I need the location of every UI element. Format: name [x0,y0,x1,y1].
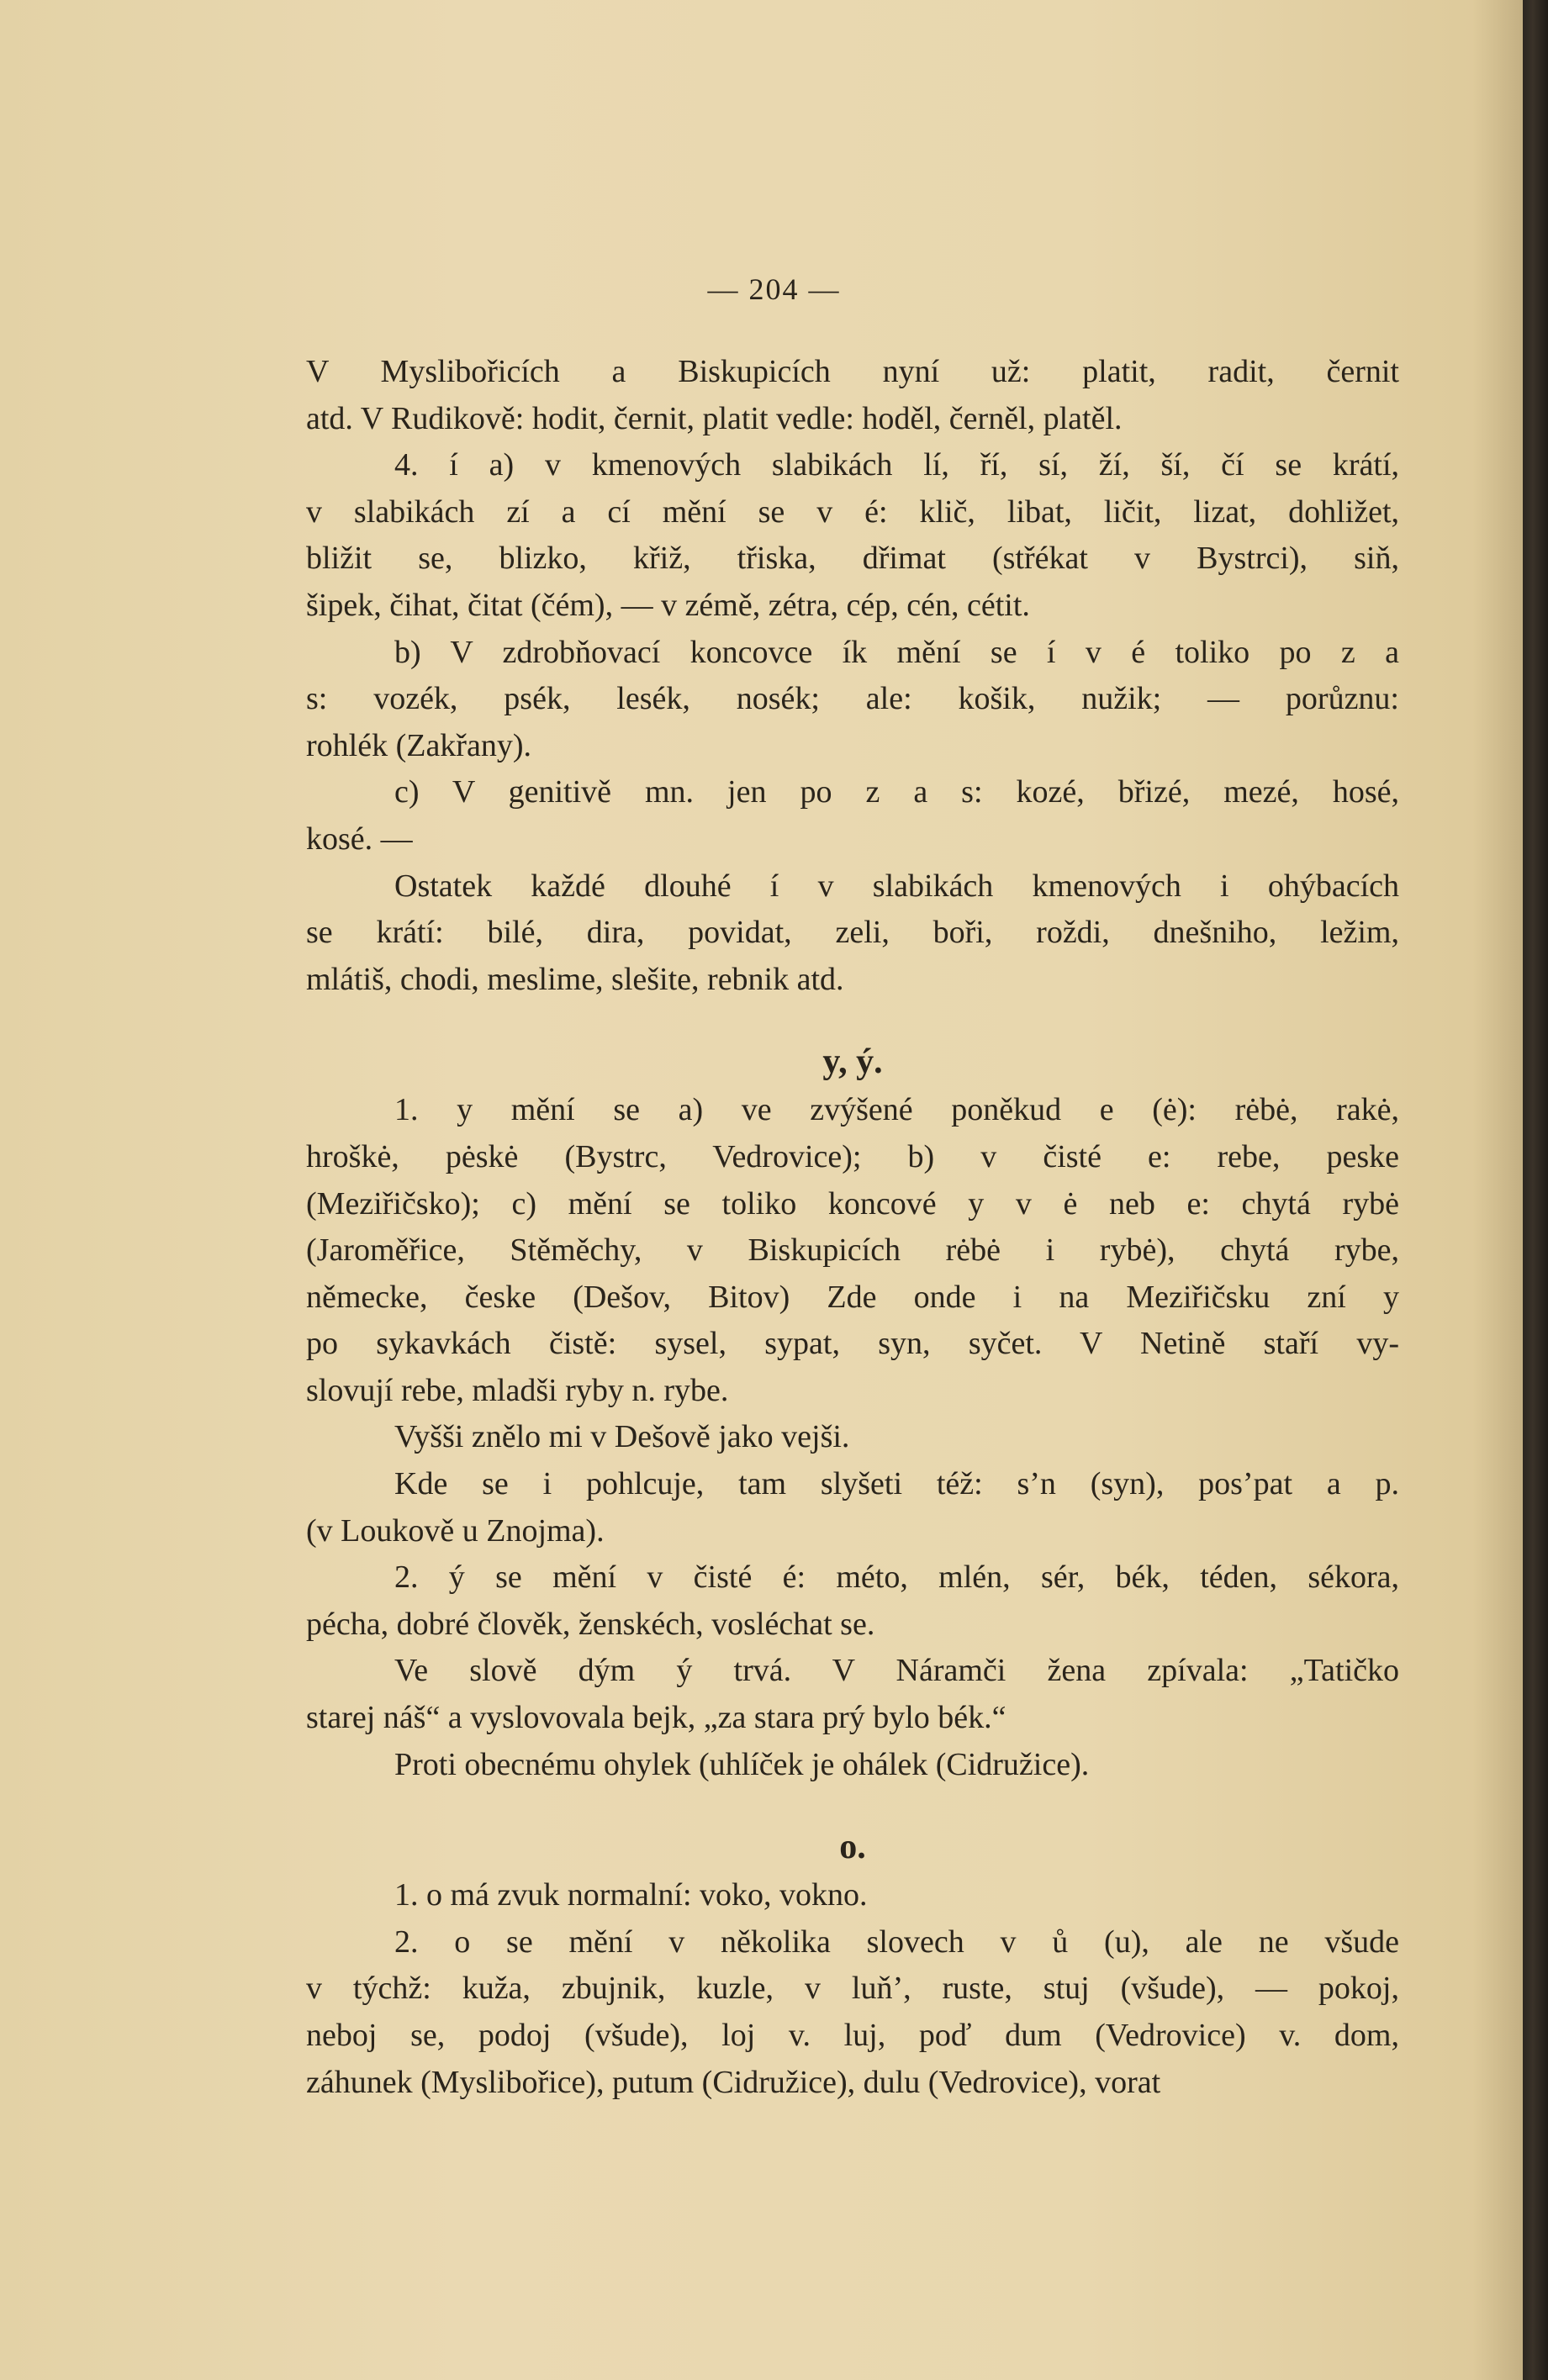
text-line: záhunek (Myslibořice), putum (Cidružice), dulu (Vedrovice), vorat [306,2064,1161,2100]
body-text [306,349,1399,2106]
text-line: V Myslibořicích a Biskupicích nyní už: platit, radit, černit [306,354,1399,389]
text-line: šipek, čihat, čitat (čém), — v zémě, zétra, cép, cén, cétit. [306,587,1030,623]
text-line: bližit se, blizko, křiž, třiska, dřimat (střékat v Bystrci), siň, [306,541,1399,577]
text-line: 1. y mění se a) ve zvýšené poněkud e (ė): rėbė, rakė, [394,1092,1399,1128]
text-line: (Jaroměřice, Stěměchy, v Biskupicích rėbė i rybė), chytá rybe, [306,1232,1399,1269]
text-line: Vyšši znělo mi v Dešově jako vejši. [394,1419,850,1455]
text-line: kosé. — [306,821,413,857]
text-line: pécha, dobré člověk, ženskéch, vosléchat se. [306,1606,875,1642]
section-gap [306,1788,1399,1822]
text-line: Ve slově dým ý trvá. V Náramči žena zpívala: „Tatičko [394,1653,1399,1689]
text-line: s: vozék, psék, lesék, nosék; ale: košik, nužik; — porůznu: [306,681,1399,717]
text-line: mlátiš, chodi, meslime, slešite, rebnik atd. [306,961,844,997]
text-line: neboj se, podoj (všude), loj v. luj, poď dum (Vedrovice) v. dom, [306,2018,1399,2053]
text-line: německe, česke (Dešov, Bitov) Zde onde i na Meziřičsku zní y [306,1279,1399,1315]
book-binding-edge [1523,0,1548,2380]
page-edge-shadow [1472,0,1523,2380]
text-line: atd. V Rudikově: hodit, černit, platit vedle: hoděl, černěl, platěl. [306,400,1123,436]
text-line: hroškė, pėskė (Bystrc, Vedrovice); b) v čisté e: rebe, peske [306,1138,1399,1174]
text-line: 2. o se mění v několika slovech v ů (u), ale ne všude [394,1924,1399,1960]
text-line: 1. o má zvuk normalní: voko, vokno. [394,1877,868,1913]
page-number: — 204 — [707,272,841,306]
section-heading-o: o. [839,1828,866,1867]
section-gap [306,1003,1399,1037]
text-line: Ostatek každé dlouhé í v slabikách kmenových i ohýbacích [394,868,1399,904]
text-line: b) V zdrobňovací koncovce ík mění se í v é toliko po z a [394,634,1399,670]
text-line: v slabikách zí a cí mění se v é: klič, libat, ličit, lizat, dohližet, [306,493,1399,530]
text-line: c) V genitivě mn. jen po z a s: kozé, břizé, mezé, hosé, [394,774,1399,810]
text-line: Kde se i pohlcuje, tam slyšeti též: s’n (syn), pos’pat a p. [394,1466,1399,1502]
text-line: 4. í a) v kmenových slabikách lí, ří, sí, ží, ší, čí se krátí, [394,447,1399,483]
text-line: slovují rebe, mladši ryby n. rybe. [306,1372,729,1408]
text-line: rohlék (Zakřany). [306,727,531,763]
text-line: (v Loukově u Znojma). [306,1512,605,1549]
text-line: v týchž: kuža, zbujnik, kuzle, v luň’, ruste, stuj (všude), — pokoj, [306,1971,1399,2007]
section-heading-y: y, ý. [822,1042,883,1082]
text-line: se krátí: bilé, dira, povidat, zeli, boři, roždi, dnešniho, ležim, [306,915,1399,951]
text-line: Proti obecnému ohylek (uhlíček je ohálek (Cidružice). [394,1746,1090,1782]
text-line: (Meziřičsko); c) mění se toliko koncové y v ė neb e: chytá rybė [306,1185,1399,1222]
text-line: starej náš“ a vyslovovala bejk, „za stara prý bylo bék.“ [306,1700,1006,1736]
text-line: 2. ý se mění v čisté é: méto, mlén, sér, bék, téden, sékora, [394,1559,1399,1596]
text-line: po sykavkách čistě: sysel, sypat, syn, syčet. V Netině staří vy- [306,1326,1399,1362]
